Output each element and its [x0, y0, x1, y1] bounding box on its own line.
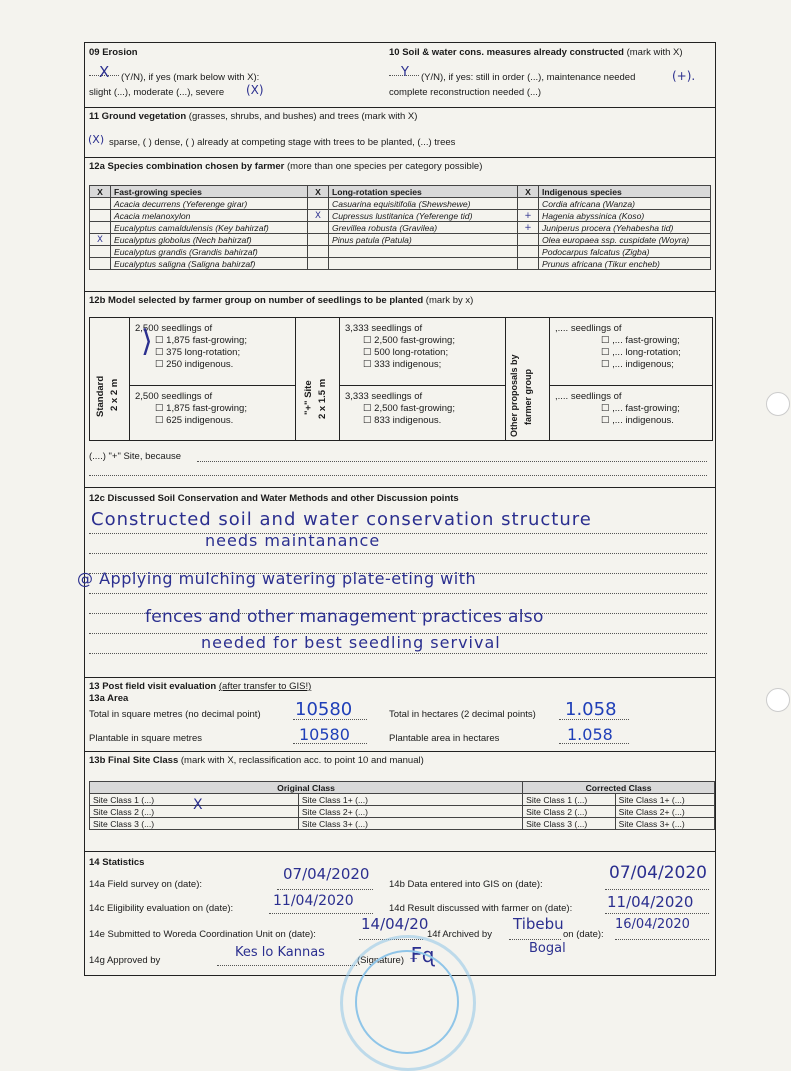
species-mark-cell[interactable]: X	[308, 210, 329, 222]
class-title	[89, 755, 424, 766]
other-b-l1-text: ,... fast-growing;	[612, 403, 680, 414]
swc-title-main: 10 Soil & water cons. measures already constructed	[389, 47, 624, 58]
site-class-cell[interactable]: Site Class 1 (...)	[523, 794, 616, 806]
species-name-cell: Podocarpus falcatus (Zigba)	[539, 246, 711, 258]
field-survey-field[interactable]	[277, 889, 373, 890]
plus-a-head: 3,333 seedlings of	[345, 323, 423, 334]
plant-ha-value: 1.058	[567, 725, 613, 744]
archived-by-value: Tibebu	[513, 915, 564, 933]
species-mark-cell[interactable]	[518, 234, 539, 246]
vegetation-options: sparse, ( ) dense, ( ) already at competing stage with trees to be planted, (...) trees	[109, 137, 456, 148]
punch-hole	[766, 392, 790, 416]
discussed-label: 14d Result discussed with farmer on (date):	[389, 903, 573, 914]
species-name-cell: Cupressus lustitanica (Yeferenge tid)	[329, 210, 518, 222]
discussion-title: 12c Discussed Soil Conservation and Water Methods and other Discussion points	[89, 493, 459, 504]
standard-a-l2[interactable]: ☐ 375 long-rotation;	[155, 347, 241, 358]
species-mark-cell[interactable]	[308, 222, 329, 234]
col-x-indig: X	[518, 186, 539, 198]
model-title	[89, 295, 473, 306]
species-name-cell: Acacia decurrens (Yeferenge girar)	[111, 198, 308, 210]
plus-a-l2-text: 500 long-rotation;	[374, 347, 449, 358]
other-a-l1[interactable]: ☐ ,... fast-growing;	[601, 335, 680, 346]
standard-b-l2-text: 625 indigenous.	[166, 415, 234, 426]
swc-line1: (Y/N), if yes: still in order (...), maintenance needed	[421, 72, 636, 83]
plant-ha-label: Plantable area in hectares	[389, 733, 500, 744]
standard-b-l1-text: 1,875 fast-growing;	[166, 403, 247, 414]
species-row	[90, 210, 711, 222]
model-title-suffix: (mark by x)	[423, 295, 474, 306]
species-title	[89, 161, 482, 172]
section-09-10	[85, 43, 715, 107]
other-b-l2[interactable]: ☐ ,... indigenous.	[601, 415, 674, 426]
plus-a-l3[interactable]: ☐ 333 indigenous;	[363, 359, 442, 370]
erosion-yn-mark: X	[99, 63, 110, 81]
class-title-suffix: (mark with X, reclassification acc. to point 10 and manual)	[178, 755, 424, 766]
site-class-2-mark: X	[193, 797, 203, 813]
species-mark-cell[interactable]	[90, 222, 111, 234]
vegetation-title-main: 11 Ground vegetation	[89, 111, 187, 122]
plus-dim: 2 x 1.5 m	[317, 378, 328, 419]
species-row	[90, 258, 711, 270]
erosion-title: 09 Erosion	[89, 47, 138, 58]
submitted-label: 14e Submitted to Woreda Coordination Unit on (date):	[89, 929, 316, 940]
discussion-hw-1: Constructed soil and water conservation structure	[91, 509, 592, 530]
col-fast: Fast-growing species	[111, 186, 308, 198]
plus-a-l1[interactable]: ☐ 2,500 fast-growing;	[363, 335, 455, 346]
other-a-head: ,.... seedlings of	[555, 323, 622, 334]
site-class-cell[interactable]: Site Class 3 (...)	[90, 818, 299, 830]
section-11	[85, 107, 715, 157]
species-mark-cell[interactable]	[308, 246, 329, 258]
other-a-l2-text: ,... long-rotation;	[612, 347, 681, 358]
col-x-fast: X	[90, 186, 111, 198]
discussion-line	[89, 653, 707, 654]
plus-b-l2[interactable]: ☐ 833 indigenous.	[363, 415, 442, 426]
section-13	[85, 677, 715, 851]
site-class-table	[89, 781, 715, 830]
vegetation-title-suffix: (grasses, shrubs, and bushes) and trees (mark with X)	[186, 111, 418, 122]
vegetation-sparse-mark: (X)	[88, 133, 105, 146]
archived-date-value: 16/04/2020	[615, 917, 690, 932]
species-mark-cell[interactable]	[518, 258, 539, 270]
model-title-main: 12b Model selected by farmer group on number of seedlings to be planted	[89, 295, 424, 306]
site-class-cell[interactable]: Site Class 3 (...)	[523, 818, 616, 830]
species-mark-cell[interactable]	[90, 246, 111, 258]
eligibility-value: 11/04/2020	[273, 893, 354, 909]
site-class-header	[90, 782, 715, 794]
plus-a-l1-text: 2,500 fast-growing;	[374, 335, 455, 346]
species-mark-cell[interactable]	[90, 258, 111, 270]
discussion-line	[89, 533, 707, 534]
plus-label: "+" Site	[303, 380, 314, 415]
plant-sqm-value: 10580	[299, 725, 350, 744]
species-name-cell: Casuarina equisitifolia (Shewshewe)	[329, 198, 518, 210]
plant-sqm-label: Plantable in square metres	[89, 733, 203, 744]
species-mark-cell[interactable]	[308, 198, 329, 210]
discussion-hw-2: needs maintanance	[205, 531, 381, 550]
plus-b-l1[interactable]: ☐ 2,500 fast-growing;	[363, 403, 455, 414]
site-class-row	[90, 794, 715, 806]
site-class-row	[90, 818, 715, 830]
discussed-field[interactable]	[605, 913, 709, 914]
discussion-line	[89, 553, 707, 554]
species-name-cell: Eucalyptus saligna (Saligna bahirzaf)	[111, 258, 308, 270]
swc-yn-mark: Y	[401, 65, 409, 80]
form-page	[77, 42, 716, 976]
species-name-cell: Eucalyptus camaldulensis (Key bahirzaf)	[111, 222, 308, 234]
standard-a-head: 2,500 seedlings of	[135, 323, 213, 334]
because-line-1[interactable]	[197, 461, 707, 462]
standard-a-l3[interactable]: ☐ 250 indigenous.	[155, 359, 234, 370]
standard-a-l1-text: 1,875 fast-growing;	[166, 335, 247, 346]
approved-name: Kes lo Kannas	[235, 945, 325, 960]
swc-maint-mark: (+).	[672, 69, 696, 83]
swc-title	[389, 47, 683, 58]
standard-dim: 2 x 2 m	[109, 378, 120, 411]
species-name-cell: Olea europaea ssp. cuspidate (Woyra)	[539, 234, 711, 246]
ha-label: Total in hectares (2 decimal points)	[389, 709, 536, 720]
archived-date-label: on (date):	[563, 929, 604, 940]
archived-label: 14f Archived by	[427, 929, 492, 940]
other-label2: farmer group	[523, 368, 533, 425]
species-row	[90, 234, 711, 246]
species-table-header	[90, 186, 711, 198]
discussed-value: 11/04/2020	[607, 893, 694, 911]
archived-by-name2: Bogal	[529, 941, 566, 956]
plus-a-l3-text: 333 indigenous;	[374, 359, 442, 370]
other-a-l2[interactable]: ☐ ,... long-rotation;	[601, 347, 681, 358]
other-a-l1-text: ,... fast-growing;	[612, 335, 680, 346]
approved-label: 14g Approved by	[89, 955, 161, 966]
other-b-l2-text: ,... indigenous.	[612, 415, 674, 426]
site-class-cell[interactable]: Site Class 2+ (...)	[298, 806, 522, 818]
site-class-cell[interactable]: Site Class 2+ (...)	[615, 806, 714, 818]
evaluation-title-main: 13 Post field visit evaluation	[89, 681, 217, 692]
species-mark-cell[interactable]	[518, 198, 539, 210]
col-x-long: X	[308, 186, 329, 198]
species-row	[90, 246, 711, 258]
species-mark-cell[interactable]: +	[518, 210, 539, 222]
section-12b	[85, 291, 715, 487]
archived-by-field[interactable]	[509, 939, 561, 940]
gis-entry-label: 14b Data entered into GIS on (date):	[389, 879, 543, 890]
standard-a-l3-text: 250 indigenous.	[166, 359, 234, 370]
class-title-main: 13b Final Site Class	[89, 755, 179, 766]
species-mark-cell[interactable]	[518, 246, 539, 258]
erosion-line1: (Y/N), if yes (mark below with X):	[121, 72, 260, 83]
standard-b-l2[interactable]: ☐ 625 indigenous.	[155, 415, 234, 426]
swc-title-suffix: (mark with X)	[623, 47, 683, 58]
plus-b-head: 3,333 seedlings of	[345, 391, 423, 402]
evaluation-title-note: (after transfer to GIS!)	[218, 681, 312, 692]
col-long: Long-rotation species	[329, 186, 518, 198]
species-title-suffix: (more than one species per category possible)	[284, 161, 483, 172]
standard-a-l2-text: 375 long-rotation;	[166, 347, 241, 358]
site-class-cell[interactable]: Site Class 1+ (...)	[615, 794, 714, 806]
species-name-cell: Hagenia abyssinica (Koso)	[539, 210, 711, 222]
species-name-cell: Eucalyptus globolus (Nech bahirzaf)	[111, 234, 308, 246]
plus-a-l2[interactable]: ☐ 500 long-rotation;	[363, 347, 449, 358]
official-stamp-inner	[355, 950, 459, 1054]
standard-b-head: 2,500 seedlings of	[135, 391, 213, 402]
site-class-cell[interactable]: Site Class 3+ (...)	[298, 818, 522, 830]
standard-a-mark: ⟩	[141, 324, 153, 359]
signature-mark: ₣ɋ	[409, 943, 435, 967]
approved-field[interactable]	[217, 965, 357, 966]
species-mark-cell[interactable]: +	[518, 222, 539, 234]
original-class-head: Original Class	[90, 782, 523, 794]
area-title: 13a Area	[89, 693, 129, 704]
submitted-value: 14/04/20	[361, 915, 429, 933]
corrected-class-head: Corrected Class	[523, 782, 715, 794]
field-survey-label: 14a Field survey on (date):	[89, 879, 203, 890]
other-b-head: ,.... seedlings of	[555, 391, 622, 402]
site-class-cell[interactable]: Site Class 2 (...)	[90, 806, 299, 818]
site-class-cell[interactable]: Site Class 2 (...)	[523, 806, 616, 818]
standard-a-l1[interactable]: ☐ 1,875 fast-growing;	[155, 335, 247, 346]
discussion-hw-5: needed for best seedling servival	[201, 633, 501, 652]
plus-site-because: (....) "+" Site, because	[89, 451, 182, 462]
species-row	[90, 222, 711, 234]
standard-b-l1[interactable]: ☐ 1,875 fast-growing;	[155, 403, 247, 414]
gis-entry-field[interactable]	[605, 889, 709, 890]
statistics-title: 14 Statistics	[89, 857, 145, 868]
species-name-cell	[329, 246, 518, 258]
eligibility-field[interactable]	[269, 913, 373, 914]
archived-date-field[interactable]	[615, 939, 709, 940]
species-mark-cell[interactable]	[90, 210, 111, 222]
site-class-cell[interactable]: Site Class 1+ (...)	[298, 794, 522, 806]
other-a-l3-text: ,... indigenous;	[612, 359, 674, 370]
species-name-cell: Juniperus procera (Yehabesha tid)	[539, 222, 711, 234]
field-survey-value: 07/04/2020	[283, 865, 370, 883]
erosion-line2: slight (...), moderate (...), severe	[89, 87, 225, 98]
discussion-hw-3: @ Applying mulching watering plate-eting with	[77, 569, 477, 588]
plus-b-l1-text: 2,500 fast-growing;	[374, 403, 455, 414]
site-class-cell[interactable]: Site Class 3+ (...)	[615, 818, 714, 830]
species-mark-cell[interactable]	[308, 234, 329, 246]
species-name-cell: Prunus africana (Tikur encheb)	[539, 258, 711, 270]
because-line-2[interactable]	[89, 475, 707, 476]
eligibility-label: 14c Eligibility evaluation on (date):	[89, 903, 234, 914]
species-title-main: 12a Species combination chosen by farmer	[89, 161, 285, 172]
punch-hole	[766, 688, 790, 712]
evaluation-title	[89, 681, 311, 692]
swc-line2: complete reconstruction needed (...)	[389, 87, 542, 98]
species-name-cell	[329, 258, 518, 270]
species-row	[90, 198, 711, 210]
discussion-hw-4: fences and other management practices also	[145, 607, 544, 627]
site-class-cell[interactable]: Site Class 1 (...)	[90, 794, 299, 806]
other-label: Other proposals by	[509, 354, 519, 437]
species-mark-cell[interactable]: X	[90, 234, 111, 246]
gis-entry-value: 07/04/2020	[609, 863, 707, 883]
species-name-cell: Pinus patula (Patula)	[329, 234, 518, 246]
sqm-value: 10580	[295, 699, 353, 720]
species-table	[89, 185, 711, 270]
species-name-cell: Acacia melanoxylon	[111, 210, 308, 222]
section-12a	[85, 157, 715, 291]
discussion-line	[89, 593, 707, 594]
signature-label: (Signature)	[357, 955, 404, 966]
sqm-label: Total in square metres (no decimal point)	[89, 709, 261, 720]
species-mark-cell[interactable]	[308, 258, 329, 270]
vegetation-title	[89, 111, 417, 122]
species-name-cell: Eucalyptus grandis (Grandis bahirzaf)	[111, 246, 308, 258]
site-class-row	[90, 806, 715, 818]
erosion-severe-mark: (X)	[246, 83, 264, 97]
species-name-cell: Cordia africana (Wanza)	[539, 198, 711, 210]
section-12c	[77, 487, 715, 677]
species-name-cell: Grevillea robusta (Gravilea)	[329, 222, 518, 234]
standard-label: Standard	[95, 375, 106, 417]
plus-b-l2-text: 833 indigenous.	[374, 415, 442, 426]
species-mark-cell[interactable]	[90, 198, 111, 210]
other-b-l1[interactable]: ☐ ,... fast-growing;	[601, 403, 680, 414]
col-indig: Indigenous species	[539, 186, 711, 198]
other-a-l3[interactable]: ☐ ,... indigenous;	[601, 359, 674, 370]
ha-value: 1.058	[565, 699, 617, 720]
